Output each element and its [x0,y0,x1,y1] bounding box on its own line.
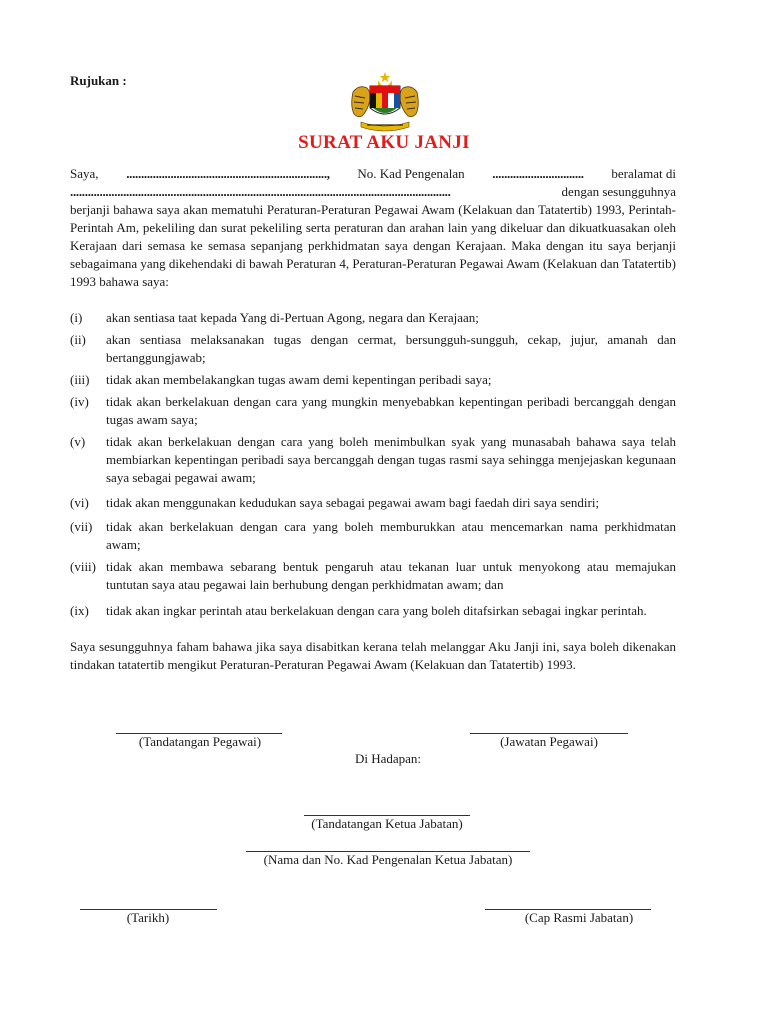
rujukan-label: Rujukan : [70,73,127,88]
date-label: (Tarikh) [126,910,170,925]
list-item [70,331,676,367]
address-blank: ................................................................................................................................. [70,184,451,199]
ic-blank: ............................... [492,166,584,181]
item-text: akan sentiasa taat kepada Yang di-Pertuan Agong, negara dan Kerajaan; [106,310,479,325]
list-item [70,309,676,327]
list-item [70,494,676,512]
address-label: beralamat di [611,166,676,181]
item-text: tidak akan berkelakuan dengan cara yang boleh memburukkan atau mencemarkan nama perkhidmatan awam; [106,519,676,552]
item-number: (ix) [70,603,89,618]
dengan-sesungguhnya-label: dengan sesungguhnya [561,184,676,199]
saya-label: Saya, [70,166,99,181]
item-number: (iii) [70,372,90,387]
item-number: (iv) [70,394,89,409]
item-number: (viii) [70,559,96,574]
pledge-list [70,309,676,624]
officer-position-label: (Jawatan Pegawai) [500,734,598,749]
item-text: tidak akan menggunakan kedudukan saya sebagai pegawai awam bagi faedah diri saya sendiri; [106,495,600,510]
item-text: tidak akan berkelakuan dengan cara yang mungkin menyebabkan kepentingan peribadi bercanggah dengan tugas awam saya; [106,394,676,427]
item-number: (i) [70,310,83,325]
item-text: tidak akan membelakangkan tugas awam demi kepentingan peribadi saya; [106,372,492,387]
head-signature-label: (Tandatangan Ketua Jabatan) [311,816,463,831]
intro-paragraph: berjanji bahawa saya akan mematuhi Peraturan-Peraturan Pegawai Awam (Kelakuan dan Tatatertib) 1993, Perintah-Perintah Am, pekeliling dan surat pekeliling serta peraturan dan arahan lain yang dikeluar dan dikuatkuasakan oleh Kerajaan dari semasa ke semasa sepanjang perkhidmatan saya dengan Kerajaan. Maka dengan itu saya berjanji sebagaimana yang dikehendaki di bawah Peraturan 4, Peraturan-Peraturan Pegawai Awam (Kelakuan dan Tatatertib) 1993 bahawa saya: [70,202,676,289]
list-item [70,558,676,594]
item-text: tidak akan membawa sebarang bentuk pengaruh atau tekanan luar untuk menyokong atau memajukan tuntutan saya atau pegawai lain berhubung dengan perkhidmatan awam; dan [106,559,676,592]
item-number: (v) [70,434,86,449]
head-name-ic-label: (Nama dan No. Kad Pengenalan Ketua Jabatan) [263,852,513,867]
document-title: SURAT AKU JANJI [298,132,470,153]
item-text: tidak akan berkelakuan dengan cara yang boleh menimbulkan syak yang munasabah bahawa saya telah membiarkan kepentingan peribadi saya bercanggah dengan tugas rasmi saya sehingga menjejaskan kegunaan saya sebagai pegawai awam; [106,434,676,485]
closing-paragraph: Saya sesungguhnya faham bahawa jika saya disabitkan kerana telah melanggar Aku Janji ini, saya boleh dikenakan tindakan tatatertib mengikut Peraturan-Peraturan Pegawai Awam (Kelakuan dan Tatatertib) 1993. [70,639,676,672]
list-item [70,371,676,389]
intro-line-2 [70,183,676,201]
name-blank: ...................................................................., [126,166,330,181]
item-number: (vi) [70,495,89,510]
ic-label: No. Kad Pengenalan [357,166,465,181]
item-number: (ii) [70,332,86,347]
stamp-label: (Cap Rasmi Jabatan) [524,910,634,925]
item-text: akan sentiasa melaksanakan tugas dengan cermat, bersungguh-sungguh, cekap, jujur, amanah dan bertanggungjawab; [106,332,676,365]
coat-of-arms-icon [343,70,427,134]
intro-section [70,165,676,291]
list-item [70,602,676,620]
list-item [70,518,676,554]
item-number: (vii) [70,519,93,534]
list-item [70,433,676,487]
di-hadapan-label: Di Hadapan: [354,751,422,766]
intro-line-1 [70,165,676,183]
item-text: tidak akan ingkar perintah atau berkelakuan dengan cara yang boleh ditafsirkan sebagai ingkar perintah. [106,603,647,618]
list-item [70,393,676,429]
officer-signature-label: (Tandatangan Pegawai) [138,734,262,749]
